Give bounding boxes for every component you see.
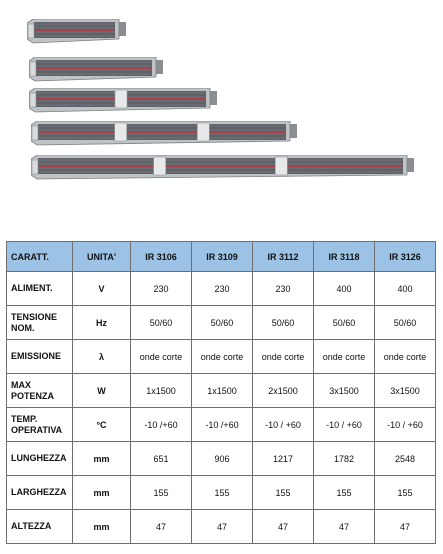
value-cell: 50/60 [375,306,436,340]
end-cap [32,160,38,174]
value-cell: 230 [131,272,192,306]
value-cell: 651 [131,442,192,476]
row-label [7,340,73,374]
value-cell: 1782 [314,442,375,476]
table-row [7,306,436,340]
heater-ir-3118 [31,121,304,151]
value-cell: 50/60 [253,306,314,340]
joint-module [115,90,127,108]
value-cell: 50/60 [131,306,192,340]
mount-bracket [407,158,414,172]
end-cap [30,62,36,76]
joint-module [197,123,209,141]
value-cell: -10 /+60 [192,408,253,442]
value-cell: onde corte [253,340,314,374]
row-label-line: NOM. [11,322,35,333]
column-header: IR 3106 [131,242,192,272]
value-cell: 230 [253,272,314,306]
value-cell: 50/60 [314,306,375,340]
value-cell: onde corte [131,340,192,374]
unit-cell: W [73,374,131,408]
heater-drawing [29,57,170,87]
mount-bracket [156,60,163,74]
row-label-line: LUNGHEZZA [11,453,67,463]
mount-bracket [210,91,217,105]
heater-drawing [31,121,304,151]
value-cell: -10 / +60 [253,408,314,442]
row-label-line: ALTEZZA [11,521,52,531]
table-row [7,272,436,306]
table-header-row [7,242,436,272]
value-cell: 400 [314,272,375,306]
row-label [7,272,73,306]
mount-bracket [119,22,126,36]
value-cell: 906 [192,442,253,476]
column-header: CARATT. [7,242,73,272]
row-label [7,374,73,408]
value-cell: 47 [192,510,253,544]
heater-ir-3109 [29,57,170,87]
value-cell: onde corte [314,340,375,374]
row-label-line: ALIMENT. [11,283,53,293]
heater-ir-3106 [27,19,133,49]
row-label [7,510,73,544]
value-cell: -10 / +60 [375,408,436,442]
table-row [7,340,436,374]
row-label-line: LARGHEZZA [11,487,67,497]
row-label-line: EMISSIONE [11,351,62,361]
unit-cell: mm [73,442,131,476]
row-label-line: MAX [11,379,31,390]
table-row [7,442,436,476]
table-row [7,476,436,510]
unit-cell: °C [73,408,131,442]
mount-bracket [290,124,297,138]
product-images [0,0,443,215]
end-cap [32,126,38,140]
table-row [7,374,436,408]
value-cell: 47 [375,510,436,544]
value-cell: -10 / +60 [314,408,375,442]
unit-cell: V [73,272,131,306]
row-label-line: OPERATIVA [11,424,63,435]
value-cell: 230 [192,272,253,306]
value-cell: 2548 [375,442,436,476]
column-header: IR 3118 [314,242,375,272]
column-header: IR 3112 [253,242,314,272]
row-label [7,408,73,442]
value-cell: 50/60 [192,306,253,340]
column-header: UNITA' [73,242,131,272]
table-row [7,510,436,544]
row-label [7,442,73,476]
value-cell: onde corte [375,340,436,374]
value-cell: 155 [253,476,314,510]
table-row [7,408,436,442]
value-cell: 1217 [253,442,314,476]
joint-module [154,157,166,175]
heater-drawing [29,88,224,118]
value-cell: onde corte [192,340,253,374]
unit-cell: λ [73,340,131,374]
column-header: IR 3126 [375,242,436,272]
joint-module [275,157,287,175]
heater-drawing [31,155,421,185]
value-cell: 2x1500 [253,374,314,408]
row-label-line: TENSIONE [11,311,58,322]
unit-cell: Hz [73,306,131,340]
value-cell: 155 [131,476,192,510]
heater-ir-3112 [29,88,224,118]
column-header: IR 3109 [192,242,253,272]
value-cell: 1x1500 [192,374,253,408]
value-cell: 3x1500 [375,374,436,408]
row-label [7,476,73,510]
value-cell: 155 [375,476,436,510]
end-cap [30,93,36,107]
joint-module [115,123,127,141]
unit-cell: mm [73,476,131,510]
value-cell: 155 [314,476,375,510]
value-cell: 47 [253,510,314,544]
heater-drawing [27,19,133,49]
unit-cell: mm [73,510,131,544]
value-cell: 400 [375,272,436,306]
row-label-line: POTENZA [11,390,55,401]
end-cap [28,24,34,38]
value-cell: 47 [314,510,375,544]
row-label-line: TEMP. [11,413,38,424]
row-label [7,306,73,340]
value-cell: -10 /+60 [131,408,192,442]
spec-table [6,241,436,544]
value-cell: 155 [192,476,253,510]
value-cell: 3x1500 [314,374,375,408]
value-cell: 47 [131,510,192,544]
value-cell: 1x1500 [131,374,192,408]
heater-ir-3126 [31,155,421,185]
